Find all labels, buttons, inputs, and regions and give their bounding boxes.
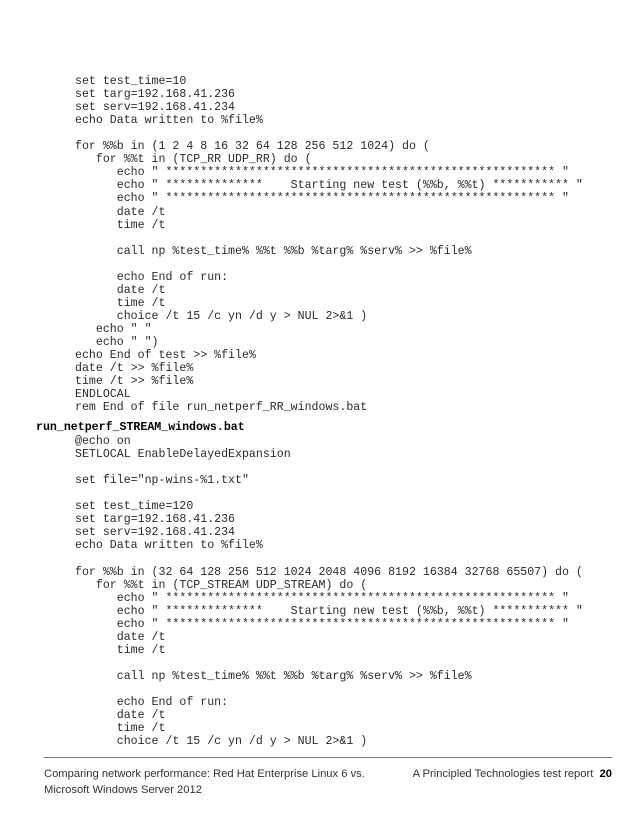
code-line: ENDLOCAL <box>75 388 131 402</box>
code-line: echo End of run: <box>75 696 229 709</box>
code-line: call np %test_time% %%t %%b %targ% %serv% >> %file% <box>75 669 472 683</box>
page-number: 20 <box>599 768 612 780</box>
code-line: echo " ******************************************************** " <box>75 617 569 631</box>
code-line: set test_time=10 <box>75 75 187 88</box>
code-line: echo End of run: <box>75 270 229 284</box>
section-heading: run_netperf_STREAM_windows.bat <box>36 421 245 434</box>
code-line: echo " ") <box>75 336 159 349</box>
code-line: set file="np-wins-%1.txt" <box>75 474 249 488</box>
code-line: for %%t in (TCP_RR UDP_RR) do ( <box>75 153 312 167</box>
code-line: time /t <box>75 296 166 310</box>
footer-report-text: A Principled Technologies test report <box>412 768 594 780</box>
code-line: set targ=192.168.41.236 <box>75 513 236 527</box>
footer-title-line-2: Microsoft Windows Server 2012 <box>44 784 202 796</box>
footer-report-label <box>413 766 612 782</box>
code-line: echo " " <box>75 322 152 336</box>
code-line: echo " ******************************************************** " <box>75 591 569 605</box>
code-line: echo " ******************************************************** " <box>75 192 569 206</box>
code-line: for %%b in (1 2 4 8 16 32 64 128 256 512 1024) do ( <box>75 140 430 154</box>
code-line: set test_time=120 <box>75 500 194 514</box>
code-line: @echo on <box>75 435 131 448</box>
code-line: for %%t in (TCP_STREAM UDP_STREAM) do ( <box>75 578 368 592</box>
code-line: echo " ************** Starting new test (%%b, %%t) *********** " <box>75 604 583 618</box>
code-line: time /t <box>75 643 166 657</box>
code-line: set serv=192.168.41.234 <box>75 101 236 115</box>
code-line: time /t >> %file% <box>75 375 194 389</box>
footer-divider <box>44 757 612 758</box>
code-line: set serv=192.168.41.234 <box>75 526 236 540</box>
code-line: date /t <box>75 630 166 644</box>
code-line: time /t <box>75 218 166 232</box>
code-line: choice /t 15 /c yn /d y > NUL 2>&1 ) <box>75 309 368 323</box>
code-line: date /t <box>75 205 166 219</box>
code-line: date /t <box>75 709 166 723</box>
code-line: set targ=192.168.41.236 <box>75 88 236 102</box>
code-line: time /t <box>75 722 166 736</box>
code-line: echo Data written to %file% <box>75 539 263 553</box>
code-line: SETLOCAL EnableDelayedExpansion <box>75 448 291 462</box>
code-line: echo " ******************************************************** " <box>75 166 569 180</box>
code-line: choice /t 15 /c yn /d y > NUL 2>&1 ) <box>75 735 368 749</box>
code-line: date /t >> %file% <box>75 362 194 376</box>
code-line: call np %test_time% %%t %%b %targ% %serv% >> %file% <box>75 244 472 258</box>
footer-title-line-1: Comparing network performance: Red Hat Enterprise Linux 6 vs. <box>44 768 365 780</box>
footer-title <box>44 766 374 798</box>
code-line: for %%b in (32 64 128 256 512 1024 2048 4096 8192 16384 32768 65507) do ( <box>75 565 583 579</box>
code-line: date /t <box>75 283 166 297</box>
code-line: echo End of test >> %file% <box>75 349 256 363</box>
code-line: rem End of file run_netperf_RR_windows.bat <box>75 401 368 415</box>
code-line: echo " ************** Starting new test (%%b, %%t) *********** " <box>75 179 583 193</box>
code-line: echo Data written to %file% <box>75 114 263 128</box>
